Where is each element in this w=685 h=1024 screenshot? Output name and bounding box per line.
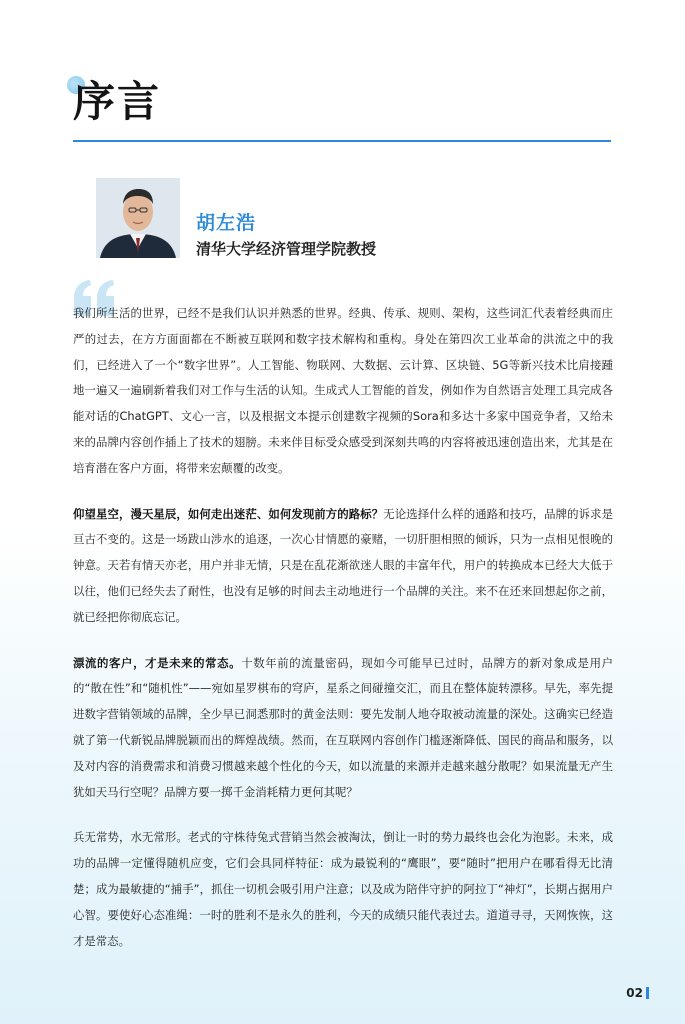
page-number-text: 02 xyxy=(626,986,643,1000)
paragraph-text: 兵无常势，水无常形。老式的守株待兔式营销当然会被淘汰，倒让一时的势力最终也会化为泡影。未来，成功的品牌一定懂得随机应变，它们会具同样特征：成为最锐利的“鹰眼”，要“随时”把用户在哪看得无比清楚；成为最敏捷的“捕手”，抓住一切机会吸引用户注意；以及成为陪伴守护的阿拉丁“神灯”，长期占据用户心智。要使好心态准绳：一时的胜利不是永久的胜利，今天的成绩只能代表过去。道道寻寻，天网恢恢，这才是常态。 xyxy=(73,830,613,948)
paragraph-4 xyxy=(73,825,613,954)
paragraph-text: 我们所生活的世界，已经不是我们认识并熟悉的世界。经典、传承、规则、架构，这些词汇代表着经典而庄严的过去，在方方面面都在不断被互联网和数字技术解构和重构。身处在第四次工业革命的洪流之中的我们，已经进入了一个“数字世界”。人工智能、物联网、大数据、云计算、区块链、5G等新兴技术比肩接踵地一遍又一遍刷新着我们对工作与生活的认知。生成式人工智能的首发，例如作为自然语言处理工具完成各能对话的ChatGPT、文心一言，以及根据文本提示创建数字视频的Sora和多达十多家中国竞争者，又给未来的品牌内容创作插上了技术的翅膀。未来伴目标受众感受到深刻共鸣的内容将被迅速创造出来，尤其是在培育潜在客户方面，将带来宏颠覆的改变。 xyxy=(73,306,613,475)
author-name: 胡左浩 xyxy=(196,212,257,234)
paragraph-1 xyxy=(73,301,613,482)
author-avatar xyxy=(96,178,180,258)
page-number-bar xyxy=(646,987,649,999)
page-number xyxy=(626,985,649,1001)
title-block xyxy=(73,74,613,130)
author-title: 清华大学经济管理学院教授 xyxy=(196,240,377,258)
paragraph-lead: 漂流的客户，才是未来的常态。 xyxy=(73,655,242,670)
paragraph-lead: 仰望星空，漫天星辰，如何走出迷茫、如何发现前方的路标？ xyxy=(73,506,384,521)
paragraph-text: 无论选择什么样的通路和技巧，品牌的诉求是亘古不变的。这是一场跋山涉水的追逐，一次心甘情愿的豪赌，一切肝胆相照的倾诉，只为一点相见恨晚的钟意。天若有情天亦老，用户并非无情，只是在乱花渐欲迷人眼的丰富年代，用户的转换成本已经大大低于以往，他们已经失去了耐性，也没有足够的时间去主动地进行一个品牌的关注。来不在还来回想起你之前，就已经把你彻底忘记。 xyxy=(73,506,613,624)
author-portrait-illustration xyxy=(96,178,180,258)
paragraph-2 xyxy=(73,502,613,631)
paragraph-3 xyxy=(73,651,613,806)
title-underline xyxy=(73,140,611,142)
paragraph-text: 十数年前的流量密码，现如今可能早已过时，品牌方的新对象成是用户的“散在性”和“随机性”——宛如星罗棋布的穹庐，星系之间碰撞交汇，而且在整体旋转漂移。早先，率先提进数字营销领域的品牌，全少早已洞悉那时的黄金法则：要先发制人地夺取被动流量的深处。这确实已经造就了第一代新锐品牌脱颖而出的辉煌战绩。然而，在互联网内容创作门槛逐渐降低、国民的商品和服务，以及对内容的消费需求和消费习惯越来越个性化的今天，如以流量的来源并走越来越分散呢？如果流量无产生犹如天马行空呢？品牌方要一掷千金消耗精力更何其呢？ xyxy=(73,655,613,799)
preface-body xyxy=(73,301,613,974)
page-title: 序言 xyxy=(73,77,162,126)
